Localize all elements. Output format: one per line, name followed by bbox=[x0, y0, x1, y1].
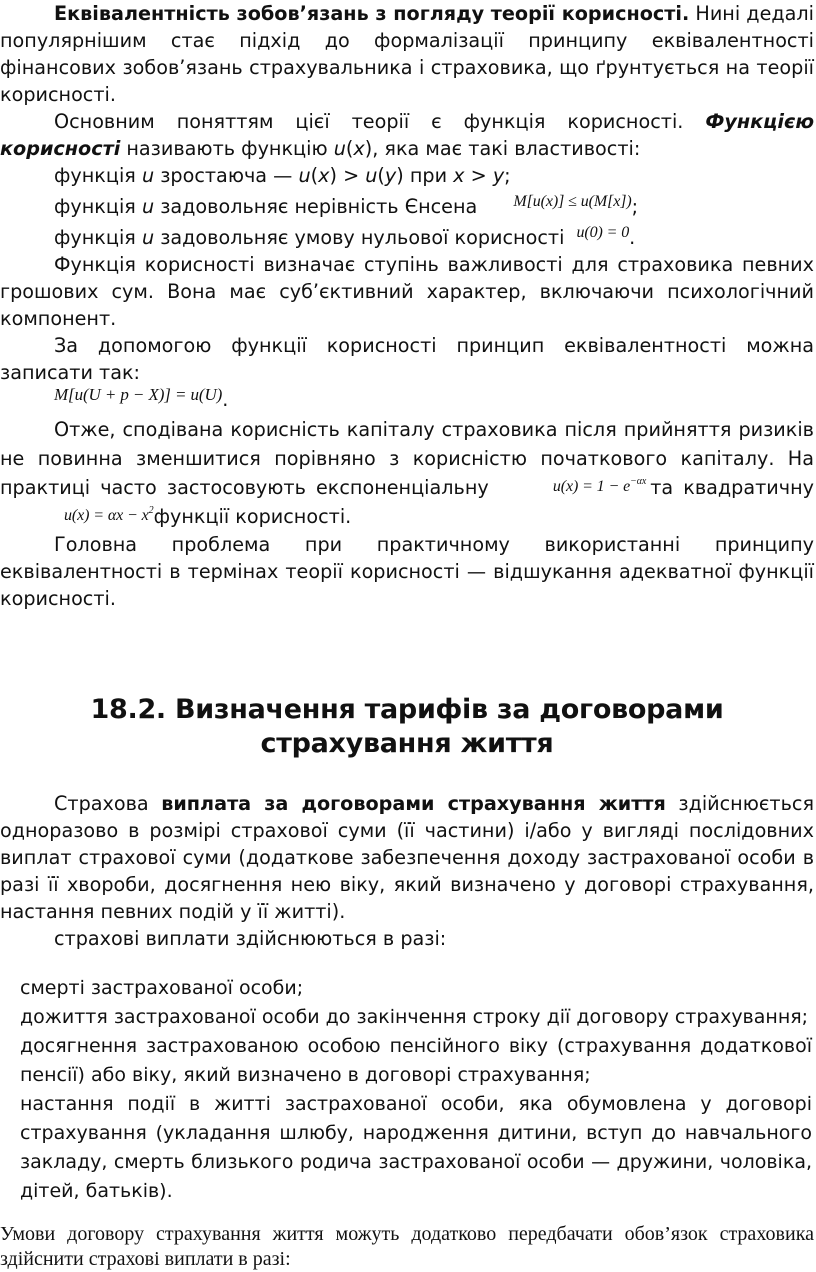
paragraph-text: Нині дедалі популярнішим стає підхід до формалізації принципу еквівалентності фінансових зобов’язань страхувальника і страховика, що ґрунтується на теорії корисності. bbox=[0, 2, 814, 106]
paragraph-text: функції корисності. bbox=[153, 505, 352, 528]
paragraph-text: Функція корисності визначає ступінь важливості для страховика певних грошових сум. Вона має суб’єктивний характер, включаючи психологічний компонент. bbox=[0, 253, 814, 330]
paragraph-text: ( bbox=[345, 137, 354, 160]
list-item: досягнення застрахованою особою пенсійного віку (страхування додаткової пенсії) або віку, який визначено в договорі страхування; bbox=[20, 1035, 812, 1086]
paragraph-additional-conditions: Умови договору страхування життя можуть додатково передбачати обов’язок страховика здійснити страхові виплати в разі: bbox=[0, 1223, 814, 1270]
property-text: задовольняє нерівність Єнсена bbox=[154, 195, 484, 218]
term-utility-function: Функцією корисності bbox=[0, 110, 814, 160]
paragraph-text: ), яка має такі властивості: bbox=[364, 137, 641, 160]
list-item: дожиття застрахованої особи до закінчення строку дії договору страхування; bbox=[20, 1006, 809, 1028]
paragraph-text: страхові виплати здійснюються в разі: bbox=[54, 927, 447, 950]
property-text: задовольняє умову нульової корисності bbox=[154, 226, 571, 249]
property-zero-utility bbox=[0, 224, 814, 251]
formula-line-equivalence bbox=[0, 386, 814, 413]
property-text: функція bbox=[54, 195, 142, 218]
list-item: смерті застрахованої особи; bbox=[20, 977, 304, 999]
formula-quadratic-base: u(x) = αx − x bbox=[64, 507, 149, 524]
variable-u: u bbox=[365, 164, 378, 187]
formula-quadratic-utility bbox=[10, 502, 154, 525]
paragraph-text: Основним поняттям цієї теорії є функція корисності. bbox=[54, 110, 706, 133]
list-item: настання події в житті застрахованої особи, яка обумовлена у договорі страхування (укладання шлюбу, народження дитини, вступ до навчального закладу, смерть близького родича застрахованої особи — дружини, чоловіка, дітей, батьків). bbox=[20, 1093, 812, 1202]
paragraph-payments-cases bbox=[0, 925, 814, 952]
paragraph-expected-utility bbox=[0, 415, 814, 531]
formula-zero-utility: u(0) = 0 bbox=[576, 224, 630, 241]
variable-y: y bbox=[492, 164, 505, 187]
formula-exponential-utility bbox=[499, 473, 646, 496]
paragraph-text: Страхова bbox=[54, 792, 162, 815]
property-text: ( bbox=[377, 164, 385, 187]
property-text: функція bbox=[54, 164, 142, 187]
paragraph-text: та квадратичну bbox=[650, 476, 815, 499]
paragraph-text: За допомогою функції корисності принцип еквівалентності можна записати так: bbox=[0, 334, 814, 384]
variable-x: x bbox=[353, 137, 365, 160]
property-increasing bbox=[0, 162, 814, 189]
paragraph-utility-importance bbox=[0, 251, 814, 332]
variable-u: u bbox=[141, 164, 155, 187]
section-heading: 18.2. Визначення тарифів за договорами страхування життя bbox=[90, 694, 724, 759]
paragraph-main-problem bbox=[0, 531, 814, 612]
property-text: . bbox=[629, 226, 636, 249]
paragraph-equivalence-principle bbox=[0, 332, 814, 386]
variable-u: u bbox=[333, 137, 346, 160]
property-text: > bbox=[464, 164, 493, 187]
property-text: ; bbox=[631, 195, 639, 218]
property-text: ; bbox=[504, 164, 511, 187]
paragraph-text: Головна проблема при практичному використанні принципу еквівалентності в термінах теорії корисності — відшукання адекватної функції корисності. bbox=[0, 533, 814, 610]
formula-equivalence-principle: M[u(U + p − X)] = u(U) bbox=[54, 385, 223, 404]
formula-quadratic-exponent: 2 bbox=[148, 505, 154, 516]
variable-x: x bbox=[318, 164, 330, 187]
formula-jensen-inequality: M[u(x)] ≤ u(M[x]) bbox=[513, 193, 632, 210]
property-text: ) > bbox=[329, 164, 366, 187]
formula-terminator: . bbox=[222, 388, 229, 411]
paragraph-insurance-payment bbox=[0, 790, 814, 925]
property-text: зростаюча — bbox=[154, 164, 299, 187]
paragraph-equivalence-utility bbox=[0, 0, 814, 108]
paragraph-utility-definition bbox=[0, 108, 814, 162]
paragraph-run-heading: Еквівалентність зобов’язань з погляду теорії корисності. bbox=[54, 2, 690, 25]
property-text: функція bbox=[54, 226, 142, 249]
payment-cases-list bbox=[0, 974, 814, 1206]
property-text: ) при bbox=[396, 164, 454, 187]
paragraph-text: називають функцію bbox=[120, 137, 334, 160]
formula-exponential-exponent: −αx bbox=[630, 476, 647, 487]
variable-u: u bbox=[141, 195, 155, 218]
property-text: ( bbox=[310, 164, 319, 187]
property-jensen bbox=[0, 193, 814, 220]
variable-u: u bbox=[141, 226, 155, 249]
formula-exponential-base: u(x) = 1 − e bbox=[552, 478, 631, 495]
term-life-insurance-payment: виплата за договорами страхування життя bbox=[161, 792, 666, 815]
paragraph-text: здійснюється одноразово в розмірі страхової суми (її частини) і/або у вигляді послідовних виплат страхової суми (додаткове забезпечення доходу застрахованої особи в разі її хвороби, досягнення нею віку, який визначено у договорі страхування, настання певних подій у її житті). bbox=[0, 792, 814, 923]
variable-u: u bbox=[298, 164, 311, 187]
variable-x: x bbox=[453, 164, 465, 187]
variable-y: y bbox=[384, 164, 397, 187]
paragraph-text: Отже, сподівана корисність капіталу страховика після прийняття ризиків не повинна зменшитися порівняно з корисністю початкового капіталу. На практиці часто застосовують експоненціальну bbox=[0, 418, 814, 499]
